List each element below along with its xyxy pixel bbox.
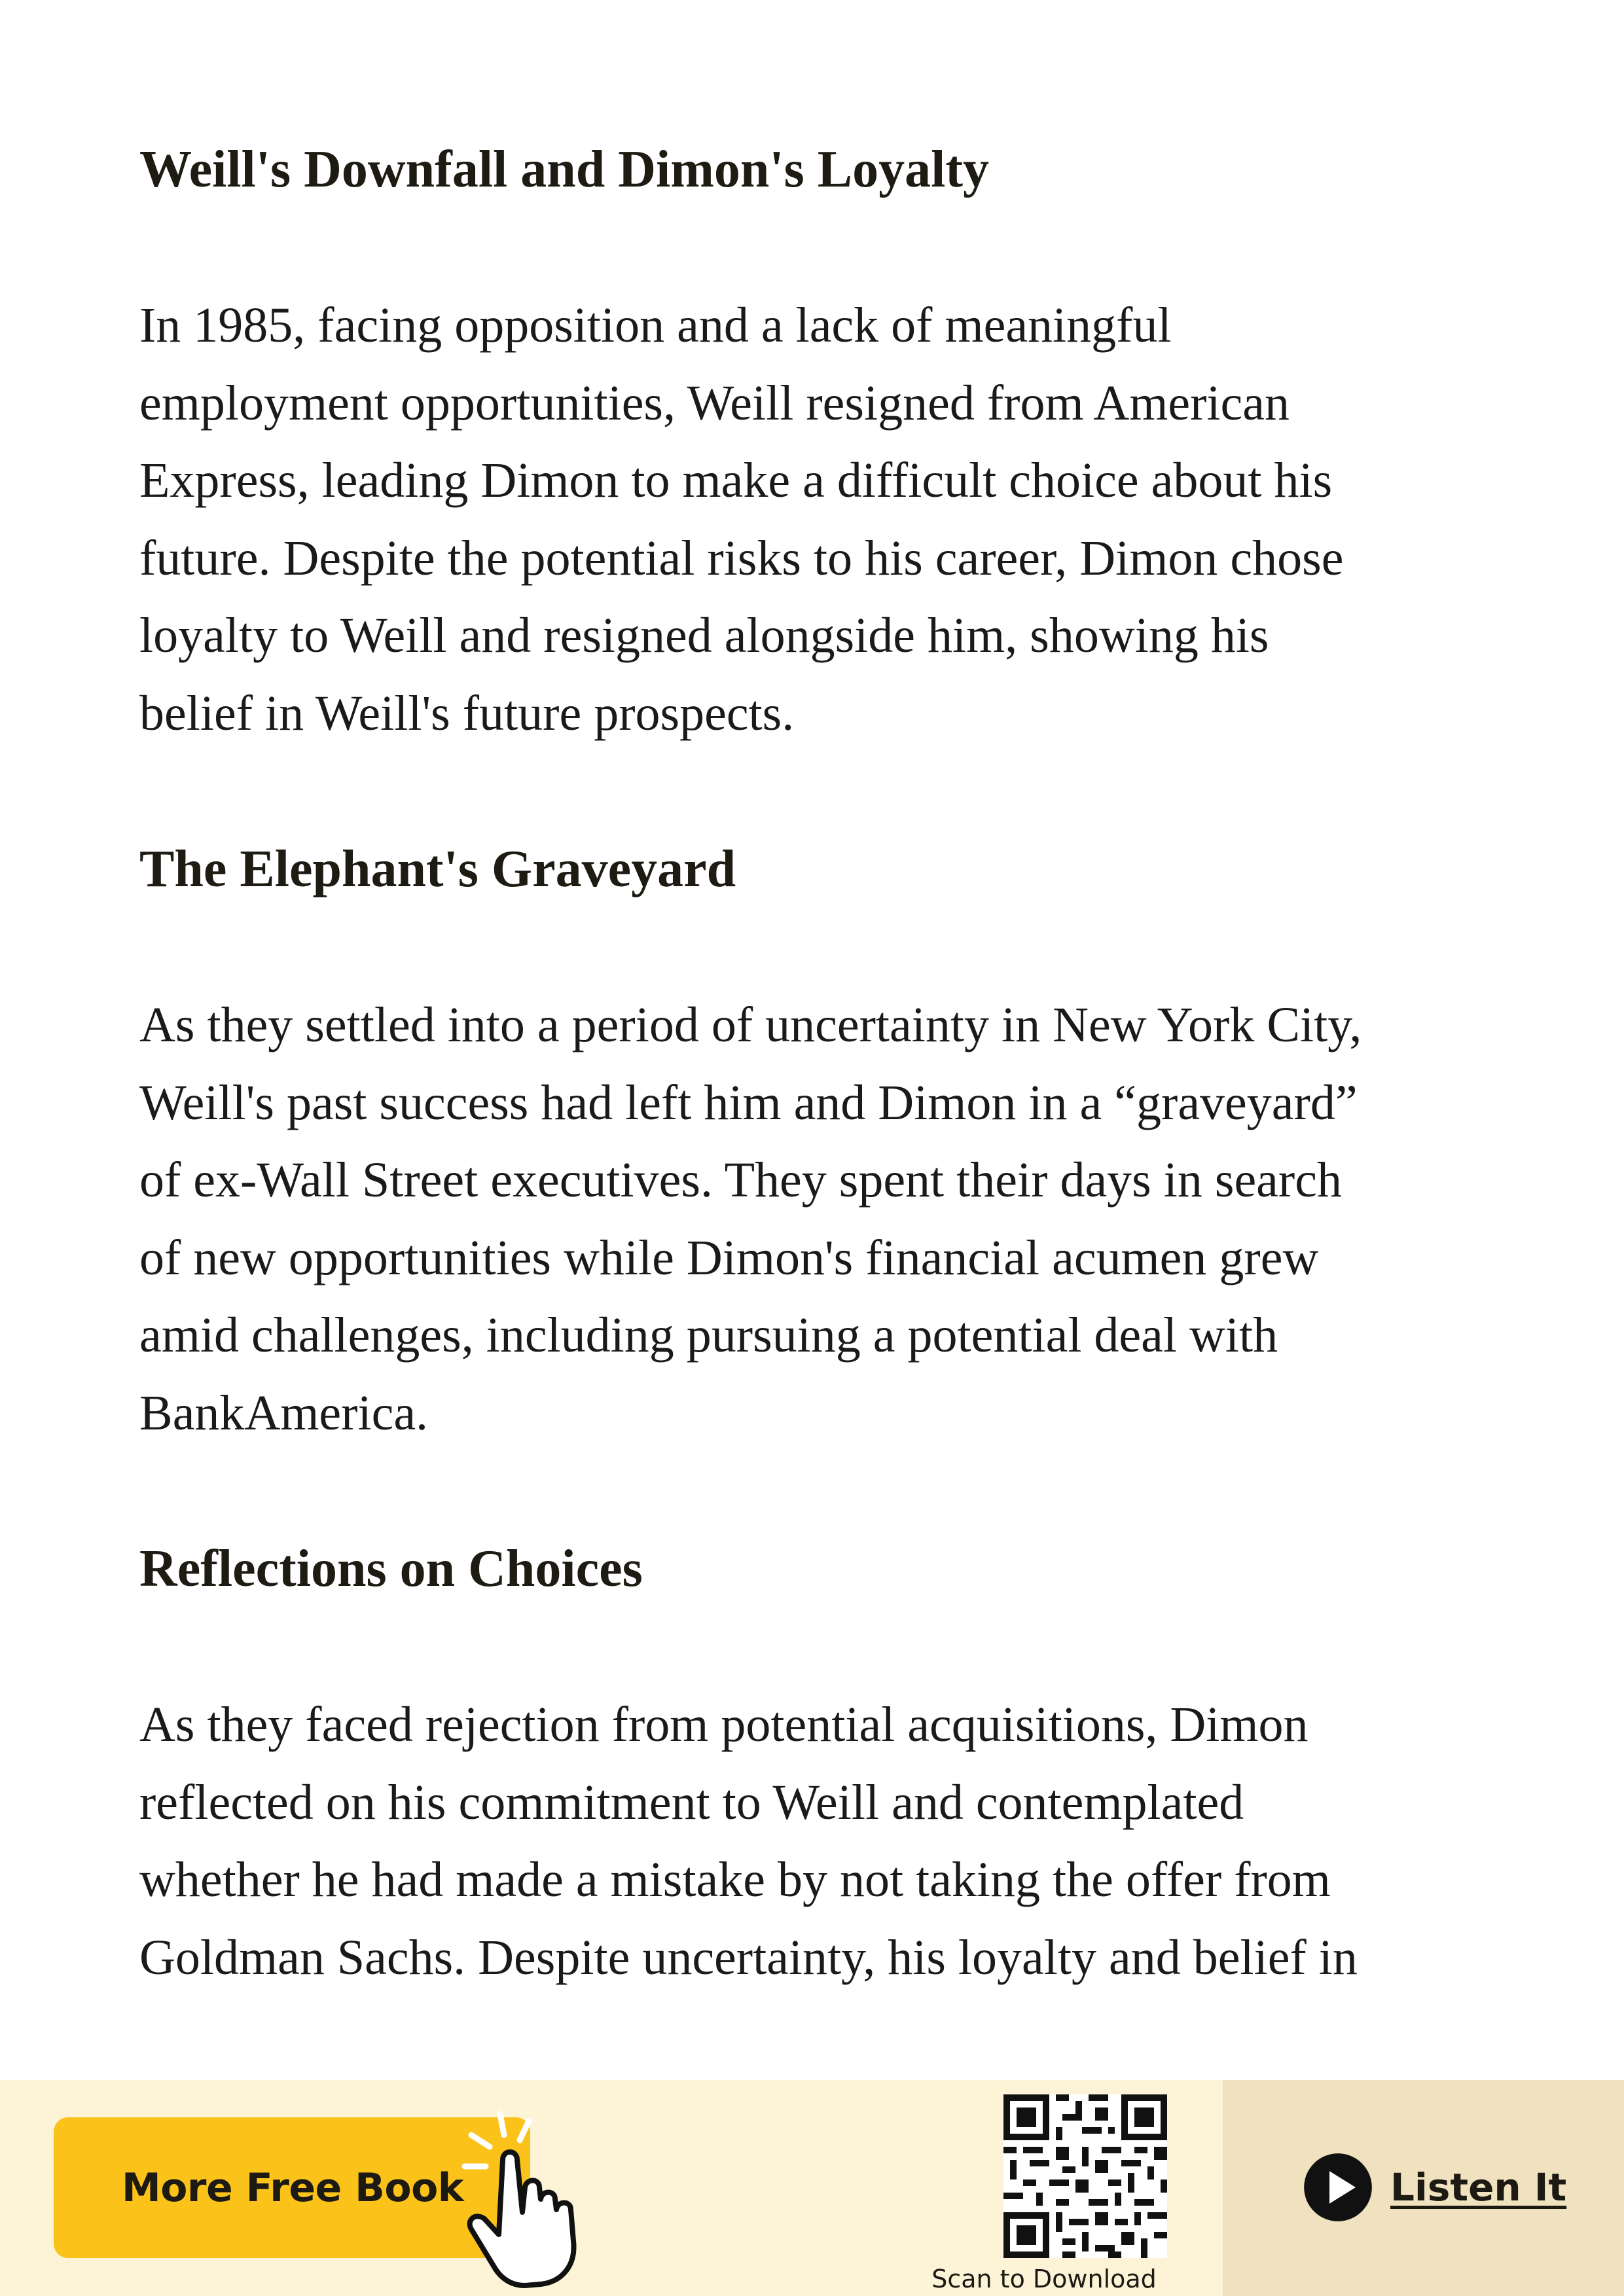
section-paragraph-3 — [139, 1686, 1507, 1996]
text-line: In 1985, facing opposition and a lack of meaningful — [139, 298, 1172, 353]
section-heading-1: Weill's Downfall and Dimon's Loyalty — [139, 141, 989, 198]
section-heading-2: The Elephant's Graveyard — [139, 840, 736, 898]
pointing-hand-icon — [452, 2101, 628, 2291]
text-line: reflected on his commitment to Weill and contemplated — [139, 1774, 1244, 1830]
section-paragraph-2 — [139, 986, 1507, 1452]
text-line: of ex-Wall Street executives. They spent their days in search — [139, 1153, 1342, 1208]
text-line: BankAmerica. — [139, 1385, 429, 1441]
text-line: loyalty to Weill and resigned alongside him, showing his — [139, 608, 1269, 663]
text-line: Express, leading Dimon to make a difficult choice about his — [139, 453, 1333, 508]
listen-it-label: Listen It — [1390, 2165, 1567, 2210]
text-line: As they settled into a period of uncertainty in New York City, — [139, 997, 1362, 1052]
promo-footer — [0, 2080, 1624, 2296]
section-heading-3: Reflections on Choices — [139, 1540, 643, 1598]
text-line: Goldman Sachs. Despite uncertainty, his loyalty and belief in — [139, 1929, 1358, 1985]
scan-to-download-label: Scan to Download — [931, 2265, 1157, 2293]
text-line: employment opportunities, Weill resigned from American — [139, 375, 1290, 431]
text-line: belief in Weill's future prospects. — [139, 685, 795, 741]
document-body — [139, 131, 1507, 1996]
text-line: As they faced rejection from potential acquisitions, Dimon — [139, 1697, 1308, 1752]
qr-code-icon — [1003, 2094, 1167, 2258]
section-paragraph-1 — [139, 287, 1507, 752]
text-line: of new opportunities while Dimon's financial acumen grew — [139, 1230, 1319, 1285]
text-line: amid challenges, including pursuing a potential deal with — [139, 1308, 1278, 1363]
text-line: Weill's past success had left him and Dimon in a “graveyard” — [139, 1075, 1358, 1130]
more-free-book-label: More Free Book — [122, 2164, 464, 2211]
listen-it-button[interactable] — [1303, 2152, 1566, 2223]
play-icon — [1303, 2152, 1373, 2223]
text-line: future. Despite the potential risks to his career, Dimon chose — [139, 530, 1344, 586]
text-line: whether he had made a mistake by not taking the offer from — [139, 1852, 1331, 1907]
